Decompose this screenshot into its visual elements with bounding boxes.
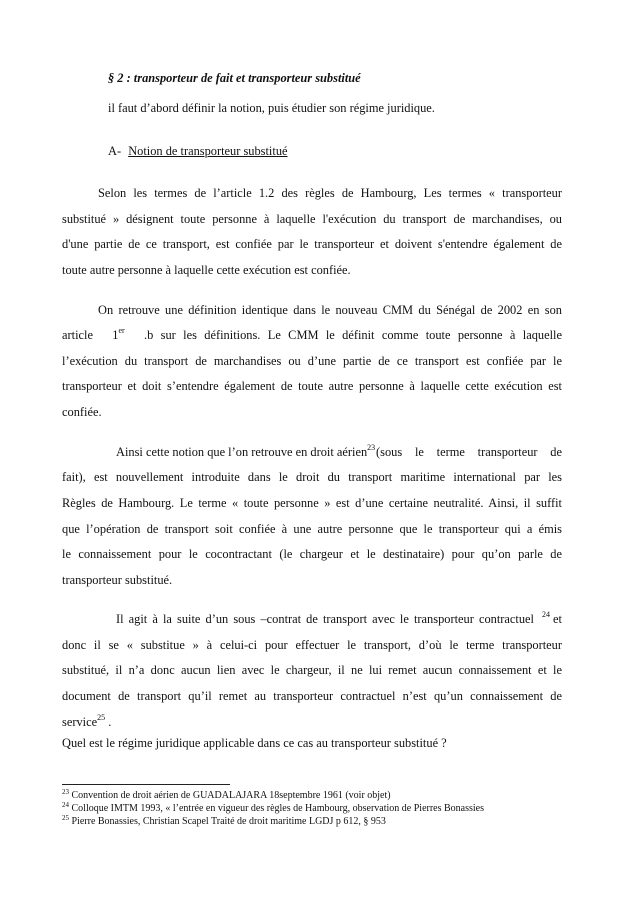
p2-line-5: confiée. bbox=[62, 405, 102, 419]
p1-line-4: toute autre personne à laquelle cette exécution est confiée. bbox=[62, 263, 351, 277]
p3-line-4: que l’opération de transport soit confiée à une autre personne que le transporteur qui a émis bbox=[62, 522, 562, 536]
footnote-25: $^{25}$ Pierre Bonassies, Christian Scapel Traité de droit maritime LGDJ p 612, § 953 bbox=[62, 814, 386, 827]
p4-line-5: service$^{25}$ . bbox=[62, 713, 112, 729]
p3-line-2: fait), est nouvellement introduite dans le droit du transport maritime international par les bbox=[62, 470, 562, 484]
p3-line-1-b: (sous le terme transporteur de bbox=[376, 445, 562, 459]
p4-line-6: Quel est le régime juridique applicable dans ce cas au transporteur substitué ? bbox=[62, 736, 447, 750]
p2-line-3: l’exécution du transport de marchandises ou d’une partie de ce transport est confiée par le bbox=[62, 354, 562, 368]
p2-line-2 bbox=[62, 328, 562, 342]
p3-line-6: transporteur substitué. bbox=[62, 573, 173, 587]
p2-line-4: transporteur et doit s’entendre également de toute autre personne à laquelle cette exécution est bbox=[62, 379, 562, 393]
p2-line-2-b: .b sur les définitions. Le CMM le définit comme toute personne à laquelle bbox=[144, 328, 562, 342]
p4-line-2: donc il se « substitue » à celui-ci pour effectuer le transport, d’où le terme transporteur bbox=[62, 638, 562, 652]
footnote-24: $^{24}$ Colloque IMTM 1993, « l’entrée en vigueur des règles de Hambourg, observation de Pierres Bonassies bbox=[62, 801, 484, 814]
section-heading: § 2 : transporteur de fait et transporteur substitué bbox=[108, 71, 361, 85]
p2-line-2-a: article bbox=[62, 328, 93, 342]
p4-line-1-end: $^{24}$ et bbox=[541, 610, 562, 626]
p1-line-2: substitué » désignent toute personne à laquelle l'exécution du transport de marchandises, ou bbox=[62, 212, 562, 226]
p4-line-1 bbox=[116, 612, 562, 626]
footnote-ref-25[interactable]: 25 bbox=[97, 713, 106, 722]
p2-line-2-sup: er bbox=[118, 326, 125, 335]
p3-line-1-a: Ainsi cette notion que l’on retrouve en droit aérien$^{23}$ bbox=[116, 443, 376, 459]
subheading bbox=[108, 144, 608, 158]
footnote-ref-24[interactable]: 24 bbox=[541, 610, 550, 619]
p4-line-4: document de transport qu’il remet au transporteur contractuel n’est qu’un connaissement de bbox=[62, 689, 562, 703]
p1-line-3: d'une partie de ce transport, est confiée par le transporteur et doivent s'entendre également de bbox=[62, 237, 562, 251]
p3-line-3: Règles de Hambourg. Le terme « toute personne » est d’une certaine neutralité. Ainsi, il suffit bbox=[62, 496, 562, 510]
p1-line-1: Selon les termes de l’article 1.2 des règles de Hambourg, Les termes « transporteur bbox=[98, 186, 562, 200]
footnote-ref-23[interactable]: 23 bbox=[367, 443, 376, 452]
subheading-title: Notion de transporteur substitué bbox=[128, 144, 288, 158]
footnote-23: $^{23}$ Convention de droit aérien de GUADALAJARA 18septembre 1961 (voir objet) bbox=[62, 788, 391, 801]
intro-line: il faut d’abord définir la notion, puis étudier son régime juridique. bbox=[108, 101, 435, 115]
subheading-prefix: A- bbox=[108, 144, 122, 158]
p3-line-5: le connaissement pour le cocontractant (le chargeur et le destinataire) pour qu’on parle de bbox=[62, 547, 562, 561]
p4-line-3: substitué, il n’a donc aucun lien avec le chargeur, il ne lui remet aucun connaissement et le bbox=[62, 663, 562, 677]
footnote-separator bbox=[62, 784, 230, 785]
p2-line-1: On retrouve une définition identique dans le nouveau CMM du Sénégal de 2002 en son bbox=[98, 303, 562, 317]
p3-line-1 bbox=[116, 445, 562, 459]
p4-line-1-a: Il agit à la suite d’un sous –contrat de transport avec le transporteur contractuel bbox=[116, 612, 534, 626]
p2-line-2-num: 1er bbox=[112, 326, 125, 342]
